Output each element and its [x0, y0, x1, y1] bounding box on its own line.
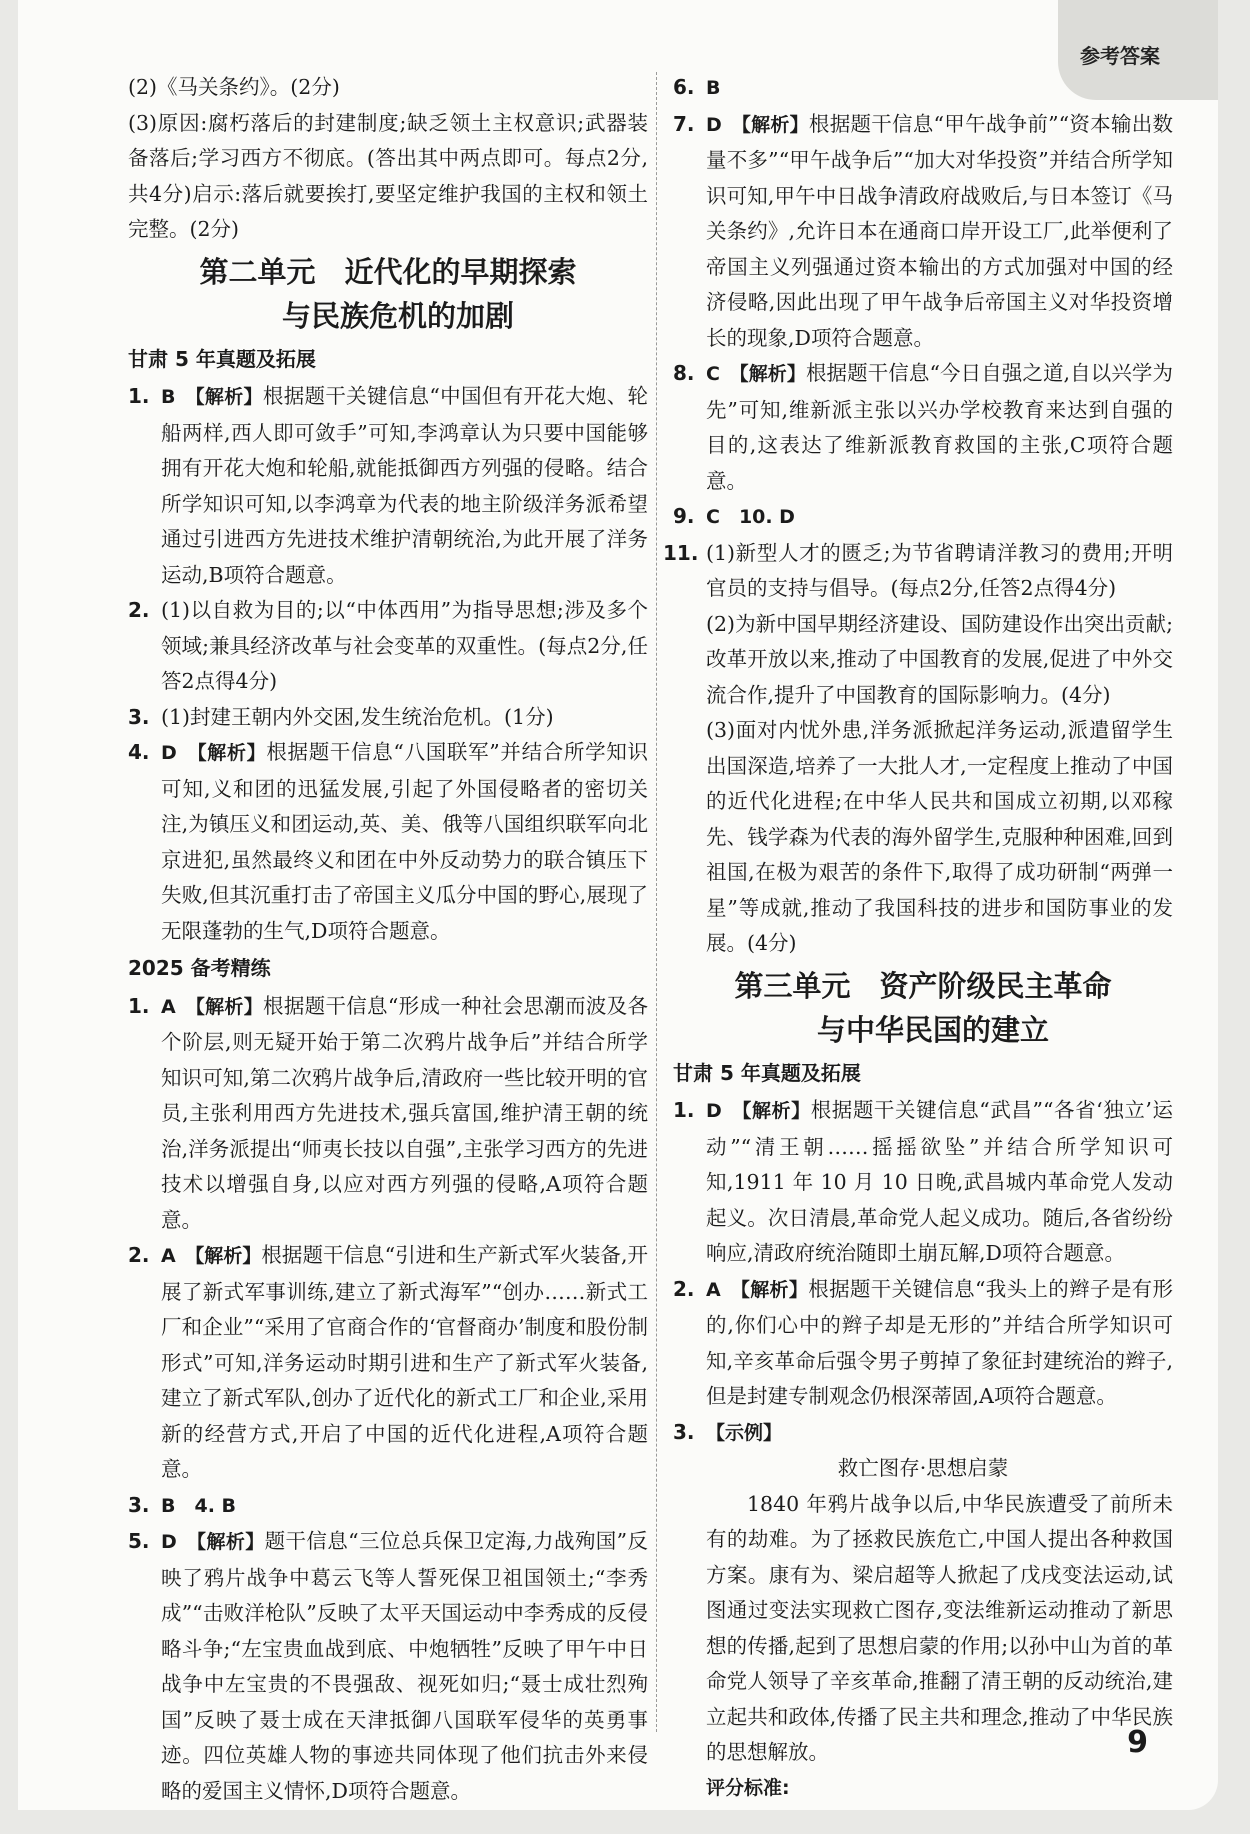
column-divider — [656, 72, 657, 1732]
question-number: 8. — [673, 361, 695, 385]
answer-label: B 【解析】 — [161, 386, 263, 408]
answer-label: 【示例】 — [706, 1421, 783, 1444]
answer-text: 根据题干关键信息“武昌”“各省‘独立’运动”“清王朝……摇摇欲坠”并结合所学知识可知,1911 年 10 月 10 日晚,武昌城内革命党人发动起义。次日清晨,革命党人起义成功。随后,各省纷纷响应,清政府统治随即土崩瓦解,D项符合题意。 — [706, 1098, 1173, 1265]
answer-text: 根据题干信息“甲午战争前”“资本输出数量不多”“甲午战争后”“加大对华投资”并结合所学知识可知,甲午中日战争清政府战败后,与日本签订《马关条约》,允许日本在通商口岸开设工厂,此举便利了帝国主义列强通过资本输出的方式加强对中国的经济侵略,因此出现了甲午战争后帝国主义对华投资增长的现象,D项符合题意。 — [706, 111, 1173, 350]
answer-item — [128, 1488, 648, 1525]
answer-item — [128, 379, 648, 593]
answer-text: (1)以自救为目的;以“中体西用”为指导思想;涉及多个领域;兼具经济改革与社会变革的双重性。(每点2分,任答2点得4分) — [161, 598, 648, 693]
answer-text: 根据题干信息“形成一种社会思潮而波及各个阶层,则无疑开始于第二次鸦片战争后”并结合所学知识可知,第二次鸦片战争后,清政府一些比较开明的官员,主张利用西方先进技术,强兵富国,维护清王朝的统治,洋务派提出“师夷长技以自强”,主张学习西方的先进技术以增强自身,以应对西方列强的侵略,A项符合题意。 — [161, 993, 648, 1232]
question-number: 6. — [673, 75, 695, 99]
answer-label: A 【解析】 — [161, 1245, 262, 1267]
answer-item — [673, 356, 1173, 499]
intro-answer-3: (3)原因:腐朽落后的封建制度;缺乏领土主权意识;武器装备落后;学习西方不彻底。(答出其中两点即可。每点2分,共4分)启示:落后就要挨打,要坚定维护我国的主权和领土完整。(2分) — [128, 110, 648, 241]
answer-label: D 【解析】 — [161, 742, 267, 764]
answer-text: C — [706, 506, 739, 528]
question-number: 9. — [673, 504, 695, 528]
section-heading-practice: 2025 备考精练 — [128, 956, 271, 980]
scoring-label: 评分标准: — [706, 1776, 790, 1799]
answer-text: B — [161, 1494, 195, 1517]
answer-item — [128, 593, 648, 700]
answer-text: B — [706, 77, 721, 99]
question-number: 1. — [128, 993, 150, 1018]
question-number: 11. — [663, 540, 699, 565]
answer-item — [128, 1238, 648, 1488]
question-number: 2. — [128, 598, 150, 622]
answer-text: D — [779, 506, 795, 528]
unit-2-heading — [128, 250, 648, 338]
unit-3-heading — [673, 964, 1173, 1052]
question-number: 1. — [673, 1098, 695, 1122]
answer-text: 根据题干关键信息“中国但有开花大炮、轮船两样,西人即可敛手”可知,李鸿章认为只要中国能够拥有开花大炮和轮船,就能抵御西方列强的侵略。结合所学知识可知,以李鸿章为代表的地主阶级洋务派希望通过引进西方先进技术维护清朝统治,为此开展了洋务运动,B项符合题意。 — [161, 384, 649, 587]
answer-item — [128, 735, 648, 949]
answer-text: 根据题干信息“引进和生产新式军火装备,开展了新式军事训练,建立了新式海军”“创办……新式工厂和企业”“采用了官商合作的‘官督商办’制度和股份制形式”可知,洋务运动时期引进和生产了新式军火装备,建立了新式军队,创办了近代化的新式工厂和企业,采用新的经营方式,开启了中国的近代化进程,A项符合题意。 — [161, 1243, 648, 1481]
answer-text: 根据题干信息“八国联军”并结合所学知识可知,义和团的迅猛发展,引起了外国侵略者的密切关注,为镇压义和团运动,英、美、俄等八国组织联军向北京进犯,虽然最终义和团在中外反动势力的联合镇压下失败,但其沉重打击了帝国主义瓜分中国的野心,展现了无限蓬勃的生气,D项符合题意。 — [161, 740, 648, 943]
question-number: 7. — [673, 111, 695, 136]
answer-label: D 【解析】 — [706, 113, 809, 136]
answer-item — [128, 1524, 648, 1809]
answer-item — [673, 1415, 1173, 1452]
answer-item — [663, 536, 1173, 607]
question-number: 1. — [128, 384, 150, 408]
unit-2-title-line2: 与民族危机的加剧 — [281, 298, 514, 333]
answer-label: D 【解析】 — [706, 1100, 811, 1122]
left-column — [128, 70, 648, 1809]
unit-2-title-line1: 第二单元 近代化的早期探索 — [199, 254, 577, 289]
question-number: 4. — [194, 1494, 215, 1517]
answer-item — [673, 107, 1173, 357]
answer-item — [673, 1272, 1173, 1415]
answer-item — [128, 700, 648, 736]
answer-text: (1)新型人才的匮乏;为节省聘请洋教习的费用;开明官员的支持与倡导。(每点2分,任答2点得4分) — [706, 540, 1173, 600]
answer-text: 题干信息“三位总兵保卫定海,力战殉国”反映了鸦片战争中葛云飞等人誓死保卫祖国领土;“李秀成”“击败洋枪队”反映了太平天国运动中李秀成的反侵略斗争;“左宝贵血战到底、中炮牺牲”反映了甲午中日战争中左宝贵的不畏强敌、视死如归;“聂士成壮烈殉国”反映了聂士成在天津抵御八国联军侵华的英勇事迹。四位英雄人物的事迹共同体现了他们抗击外来侵略的爱国主义情怀,D项符合题意。 — [161, 1529, 648, 1803]
answer-label: C 【解析】 — [706, 363, 806, 385]
answer-text: (3)面对内忧外患,洋务派掀起洋务运动,派遣留学生出国深造,培养了一大批人才,一定程度上推动了中国的近代化进程;在中华人民共和国成立初期,以邓稼先、钱学森为代表的海外留学生,克服种种困难,回到祖国,在极为艰苦的条件下,取得了成功研制“两弹一星”等成就,推动了我国科技的进步和国防事业的发展。(4分) — [706, 718, 1173, 955]
answer-item — [673, 70, 1173, 107]
section-heading-gansu: 甘肃 5 年真题及拓展 — [673, 1060, 861, 1085]
intro-answer-2: (2)《马关条约》。(2分) — [128, 75, 340, 99]
question-number: 3. — [128, 704, 150, 729]
answer-text: 根据题干关键信息“我头上的辫子是有形的,你们心中的辫子却是无形的”并结合所学知识可知,辛亥革命后强令男子剪掉了象征封建统治的辫子,但是封建专制观念仍根深蒂固,A项符合题意。 — [706, 1276, 1173, 1408]
right-column — [663, 70, 1173, 1806]
question-number: 2. — [673, 1276, 695, 1301]
answer-item — [673, 499, 1173, 536]
answer-label: A 【解析】 — [706, 1278, 809, 1301]
unit-3-title-line1: 第三单元 资产阶级民主革命 — [734, 968, 1112, 1003]
answer-label: A 【解析】 — [161, 995, 264, 1018]
answer-text: 根据题干信息“今日自强之道,自以兴学为先”可知,维新派主张以兴办学校教育来达到自强的目的,这表达了维新派教育救国的主张,C项符合题意。 — [706, 361, 1173, 493]
unit-3-title-line2: 与中华民国的建立 — [816, 1012, 1049, 1047]
question-number: 4. — [128, 740, 150, 764]
answer-item — [673, 1093, 1173, 1272]
answer-text: B — [221, 1494, 236, 1517]
question-number: 2. — [128, 1243, 150, 1267]
page-number: 9 — [1127, 1725, 1148, 1760]
question-number: 3. — [128, 1492, 150, 1517]
question-number: 3. — [673, 1419, 695, 1444]
section-heading-gansu: 甘肃 5 年真题及拓展 — [128, 346, 316, 371]
question-number: 5. — [128, 1529, 150, 1553]
question-number: 10. — [738, 506, 773, 528]
answer-text: (1)封建王朝内外交困,发生统治危机。(1分) — [161, 704, 554, 729]
answer-page — [18, 0, 1218, 1810]
header-title: 参考答案 — [1080, 44, 1160, 68]
example-title: 救亡图存·思想启蒙 — [837, 1456, 1009, 1480]
answer-text: (2)为新中国早期经济建设、国防建设作出突出贡献;改革开放以来,推动了中国教育的发展,促进了中外交流合作,提升了中国教育的国际影响力。(4分) — [706, 611, 1173, 707]
example-text: 1840 年鸦片战争以后,中华民族遭受了前所未有的劫难。为了拯救民族危亡,中国人提出各种救国方案。康有为、梁启超等人掀起了戊戌变法运动,试图通过变法实现救亡图存,变法维新运动推动了新思想的传播,起到了思想启蒙的作用;以孙中山为首的革命党人领导了辛亥革命,推翻了清王朝的反动统治,建立起共和政体,传播了民主共和理念,推动了中华民族的思想解放。 — [706, 1491, 1173, 1764]
answer-label: D 【解析】 — [161, 1531, 265, 1553]
answer-item — [128, 989, 648, 1239]
